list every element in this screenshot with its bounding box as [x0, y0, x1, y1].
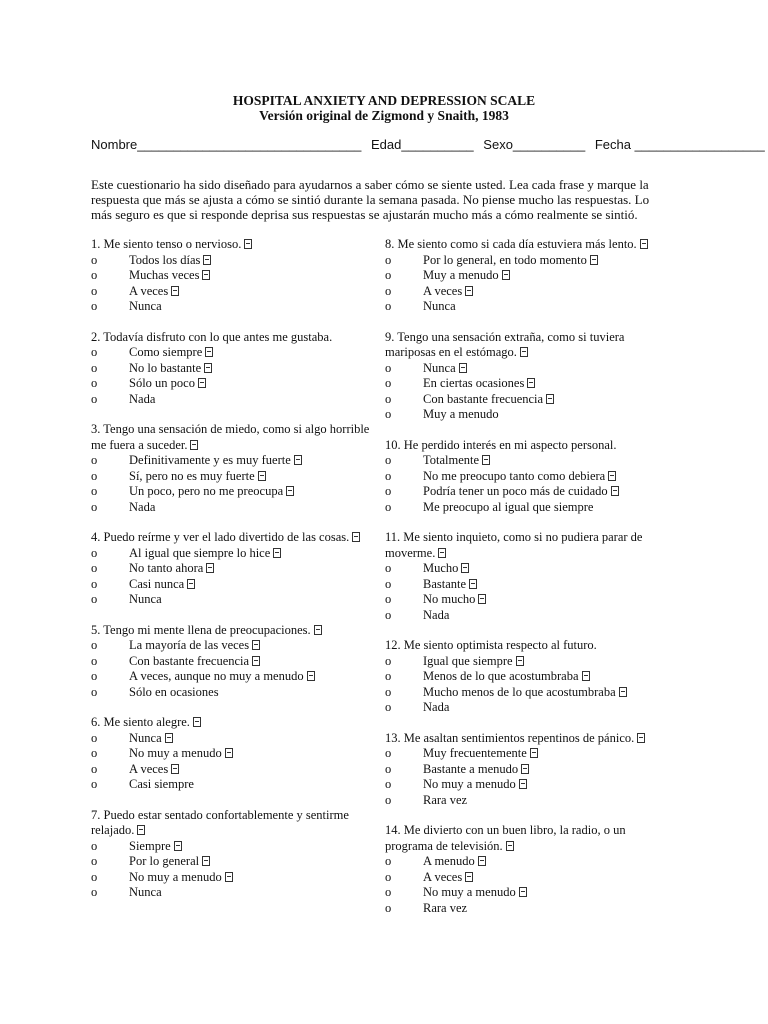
- answer-box-icon: [165, 733, 173, 743]
- option-label: Casi siempre: [129, 777, 194, 791]
- question-text: [91, 530, 381, 546]
- question: [385, 731, 670, 809]
- option-label: No muy a menudo: [423, 777, 516, 791]
- answer-box-icon: [171, 764, 179, 774]
- option-bullet: o: [91, 499, 98, 514]
- option-label: Me preocupo al igual que siempre: [423, 499, 594, 514]
- option-label: Menos de lo que acostumbraba: [423, 669, 579, 683]
- option-bullet: o: [385, 761, 392, 776]
- question: [91, 237, 381, 315]
- option-bullet: o: [91, 854, 98, 868]
- answer-box-icon: [252, 640, 260, 650]
- answer-option[interactable]: [91, 839, 381, 855]
- option-bullet: o: [91, 777, 98, 791]
- spacer: [91, 515, 381, 530]
- option-bullet: o: [385, 407, 392, 421]
- question-label: 7. Puedo estar sentado confortablemente y sentirme relajado.: [91, 807, 349, 837]
- option-bullet: o: [385, 252, 392, 267]
- question-text: [91, 422, 381, 453]
- answer-option[interactable]: [385, 685, 670, 701]
- option-bullet: o: [91, 345, 98, 359]
- question-label: 1. Me siento tenso o nervioso.: [91, 237, 242, 251]
- option-label: Totalmente: [423, 453, 480, 467]
- spacer: [91, 608, 381, 623]
- answer-option[interactable]: [385, 361, 670, 377]
- question: [91, 530, 381, 608]
- option-label: Nunca: [423, 360, 456, 375]
- answer-option[interactable]: [91, 561, 381, 577]
- answer-box-icon: [478, 856, 486, 866]
- option-label: Todos los días: [129, 252, 201, 267]
- option-bullet: o: [91, 576, 98, 591]
- option-label: Por lo general: [129, 854, 200, 868]
- question-label: 6. Me siento alegre.: [91, 715, 190, 729]
- question: [385, 330, 670, 423]
- answer-box-icon: [187, 579, 195, 589]
- option-label: Nada: [129, 499, 156, 514]
- answer-option[interactable]: [91, 592, 381, 608]
- option-bullet: o: [91, 391, 98, 406]
- option-label: Nada: [423, 607, 450, 622]
- answer-option[interactable]: [385, 484, 670, 500]
- option-bullet: o: [385, 792, 392, 807]
- option-bullet: o: [91, 684, 98, 699]
- answer-box-icon: [465, 286, 473, 296]
- option-label: No lo bastante: [129, 360, 202, 375]
- option-bullet: o: [385, 576, 392, 591]
- answer-option[interactable]: [385, 854, 670, 870]
- answer-box-icon: [582, 671, 590, 681]
- answer-option[interactable]: [385, 654, 670, 670]
- question-text: [385, 438, 670, 454]
- answer-box-icon: [190, 440, 198, 450]
- answer-box-icon: [203, 255, 211, 265]
- spacer: [385, 315, 670, 330]
- fecha-field[interactable]: Fecha __________________: [594, 137, 765, 152]
- option-label: En ciertas ocasiones: [423, 376, 525, 390]
- spacer: [385, 808, 670, 823]
- answer-option[interactable]: [385, 392, 670, 408]
- answer-option[interactable]: [91, 453, 381, 469]
- answer-option[interactable]: [91, 731, 381, 747]
- spacer: [91, 793, 381, 808]
- question-label: 3. Tengo una sensación de miedo, como si algo horrible me fuera a suceder.: [91, 422, 370, 452]
- option-bullet: o: [385, 453, 392, 467]
- question-label: 14. Me divierto con un buen libro, la radio, o un programa de televisión.: [385, 823, 626, 853]
- question-text: [385, 731, 670, 747]
- question-text: [91, 237, 381, 253]
- answer-box-icon: [478, 594, 486, 604]
- option-bullet: o: [385, 592, 392, 606]
- answer-option[interactable]: [91, 299, 381, 315]
- answer-option[interactable]: [385, 376, 670, 392]
- question-text: [91, 808, 381, 839]
- option-bullet: o: [91, 592, 98, 606]
- answer-box-icon: [506, 841, 514, 851]
- option-label: Al igual que siempre lo hice: [129, 545, 271, 560]
- option-label: La mayoría de las veces: [129, 638, 250, 652]
- question-label: 13. Me asaltan sentimientos repentinos de pánico.: [385, 730, 635, 745]
- answer-box-icon: [174, 841, 182, 851]
- answer-option[interactable]: [91, 762, 381, 778]
- answer-box-icon: [608, 471, 616, 481]
- answer-box-icon: [198, 378, 206, 388]
- question: [385, 638, 670, 716]
- answer-option[interactable]: [385, 268, 670, 284]
- option-bullet: o: [385, 607, 392, 622]
- question: [385, 237, 670, 315]
- option-label: Sí, pero no es muy fuerte: [129, 468, 255, 483]
- answer-option[interactable]: [385, 469, 670, 485]
- option-bullet: o: [385, 484, 392, 498]
- answer-option[interactable]: [385, 746, 670, 762]
- sexo-field[interactable]: Sexo__________: [483, 137, 586, 152]
- option-bullet: o: [385, 376, 392, 390]
- answer-box-icon: [546, 394, 554, 404]
- answer-option[interactable]: [385, 284, 670, 300]
- option-bullet: o: [91, 268, 98, 282]
- option-label: Sólo un poco: [129, 376, 195, 390]
- answer-option[interactable]: [91, 746, 381, 762]
- option-bullet: o: [91, 283, 98, 298]
- spacer: [385, 423, 670, 438]
- question-text: [91, 715, 381, 731]
- spacer: [91, 407, 381, 422]
- answer-option[interactable]: [91, 777, 381, 793]
- option-label: Mucho menos de lo que acostumbraba: [423, 684, 616, 699]
- question-text: [385, 530, 670, 561]
- answer-box-icon: [137, 825, 145, 835]
- answer-option[interactable]: [385, 407, 670, 423]
- option-bullet: o: [91, 453, 98, 467]
- answer-box-icon: [294, 455, 302, 465]
- option-label: Muchas veces: [129, 268, 200, 282]
- answer-box-icon: [202, 270, 210, 280]
- question-label: 4. Puedo reírme y ver el lado divertido de las cosas.: [91, 530, 350, 544]
- option-label: No muy a menudo: [129, 869, 222, 884]
- option-bullet: o: [91, 761, 98, 776]
- answer-option[interactable]: [91, 345, 381, 361]
- option-bullet: o: [91, 730, 98, 745]
- option-bullet: o: [91, 484, 98, 498]
- option-label: Nunca: [129, 592, 162, 606]
- answer-option[interactable]: [385, 700, 670, 716]
- answer-option[interactable]: [385, 253, 670, 269]
- question: [385, 530, 670, 623]
- answer-option[interactable]: [91, 885, 381, 901]
- spacer: [385, 515, 670, 530]
- question-text: [91, 330, 381, 346]
- question-text: [91, 623, 381, 639]
- answer-option[interactable]: [385, 793, 670, 809]
- answer-option[interactable]: [91, 376, 381, 392]
- question: [91, 422, 381, 515]
- answer-option[interactable]: [91, 392, 381, 408]
- question-label: 8. Me siento como si cada día estuviera más lento.: [385, 237, 637, 251]
- question-label: 2. Todavía disfruto con lo que antes me gustaba.: [91, 329, 333, 344]
- option-bullet: o: [91, 376, 98, 390]
- answer-box-icon: [205, 347, 213, 357]
- option-label: Nada: [423, 700, 450, 714]
- option-bullet: o: [91, 838, 98, 853]
- question: [91, 330, 381, 408]
- option-label: Igual que siempre: [423, 653, 513, 668]
- option-label: Como siempre: [129, 345, 203, 359]
- option-label: Rara vez: [423, 792, 468, 807]
- option-label: Muy a menudo: [423, 268, 499, 282]
- option-bullet: o: [385, 468, 392, 483]
- answer-option[interactable]: [91, 268, 381, 284]
- answer-option[interactable]: [385, 901, 670, 917]
- option-label: A veces: [423, 869, 463, 884]
- answer-box-icon: [465, 872, 473, 882]
- answer-option[interactable]: [385, 561, 670, 577]
- answer-box-icon: [225, 748, 233, 758]
- spacer: [91, 315, 381, 330]
- answer-option[interactable]: [385, 592, 670, 608]
- question-text: [385, 237, 670, 253]
- answer-box-icon: [527, 378, 535, 388]
- answer-option[interactable]: [91, 638, 381, 654]
- option-label: Con bastante frecuencia: [129, 653, 250, 668]
- option-label: A menudo: [423, 854, 475, 868]
- question: [91, 623, 381, 701]
- answer-box-icon: [640, 239, 648, 249]
- answer-box-icon: [459, 363, 467, 373]
- option-label: A veces: [129, 283, 169, 298]
- option-bullet: o: [385, 499, 392, 514]
- answer-box-icon: [244, 239, 252, 249]
- answer-option[interactable]: [385, 453, 670, 469]
- answer-option[interactable]: [385, 299, 670, 315]
- answer-box-icon: [530, 748, 538, 758]
- option-bullet: o: [91, 252, 98, 267]
- answer-option[interactable]: [385, 608, 670, 624]
- answer-option[interactable]: [91, 484, 381, 500]
- spacer: [385, 623, 670, 638]
- answer-option[interactable]: [91, 685, 381, 701]
- option-label: No muy a menudo: [423, 885, 516, 899]
- option-bullet: o: [91, 561, 98, 575]
- answer-option[interactable]: [91, 500, 381, 516]
- question-text: [385, 823, 670, 854]
- answer-option[interactable]: [385, 669, 670, 685]
- option-label: Rara vez: [423, 900, 468, 915]
- option-label: No me preocupo tanto como debiera: [423, 468, 606, 483]
- option-label: A veces: [423, 283, 463, 298]
- option-label: Podría tener un poco más de cuidado: [423, 484, 608, 498]
- answer-option[interactable]: [91, 669, 381, 685]
- option-bullet: o: [385, 869, 392, 884]
- answer-box-icon: [307, 671, 315, 681]
- option-label: Siempre: [129, 838, 171, 853]
- answer-box-icon: [225, 872, 233, 882]
- option-label: No muy a menudo: [129, 746, 222, 760]
- answer-box-icon: [273, 548, 281, 558]
- answer-box-icon: [482, 455, 490, 465]
- option-bullet: o: [385, 299, 392, 313]
- question-label: 12. Me siento optimista respecto al futuro.: [385, 638, 597, 652]
- option-label: Muy a menudo: [423, 407, 499, 421]
- answer-box-icon: [611, 486, 619, 496]
- answer-option[interactable]: [91, 546, 381, 562]
- option-bullet: o: [385, 684, 392, 699]
- answer-option[interactable]: [385, 500, 670, 516]
- option-label: Bastante: [423, 576, 467, 591]
- answer-box-icon: [516, 656, 524, 666]
- question-label: 9. Tengo una sensación extraña, como si tuviera mariposas en el estómago.: [385, 329, 625, 359]
- option-bullet: o: [385, 561, 392, 575]
- question-label: 5. Tengo mi mente llena de preocupaciones.: [91, 622, 311, 637]
- option-bullet: o: [91, 885, 98, 899]
- option-label: Nada: [129, 391, 156, 406]
- answer-box-icon: [619, 687, 627, 697]
- option-label: Mucho: [423, 561, 459, 575]
- option-bullet: o: [91, 746, 98, 760]
- answer-box-icon: [193, 717, 201, 727]
- option-bullet: o: [385, 268, 392, 282]
- question: [385, 823, 670, 916]
- edad-field[interactable]: Edad__________: [371, 137, 474, 152]
- answer-box-icon: [314, 625, 322, 635]
- answer-option[interactable]: [91, 854, 381, 870]
- answer-option[interactable]: [385, 885, 670, 901]
- answer-box-icon: [519, 779, 527, 789]
- option-label: Muy frecuentemente: [423, 746, 527, 760]
- option-label: Casi nunca: [129, 576, 185, 591]
- option-bullet: o: [91, 869, 98, 884]
- option-bullet: o: [91, 638, 98, 652]
- answer-option[interactable]: [385, 577, 670, 593]
- option-bullet: o: [385, 885, 392, 899]
- answer-box-icon: [171, 286, 179, 296]
- option-bullet: o: [91, 545, 98, 560]
- option-bullet: o: [385, 653, 392, 668]
- option-bullet: o: [385, 900, 392, 915]
- answer-box-icon: [258, 471, 266, 481]
- nombre-field[interactable]: Nombre_______________________________: [91, 137, 362, 152]
- option-bullet: o: [385, 777, 392, 791]
- option-label: No mucho: [423, 592, 476, 606]
- questions-column-right: [385, 237, 670, 916]
- answer-box-icon: [286, 486, 294, 496]
- option-label: Un poco, pero no me preocupa: [129, 484, 284, 498]
- answer-option[interactable]: [91, 577, 381, 593]
- option-bullet: o: [385, 669, 392, 683]
- question-label: 10. He perdido interés en mi aspecto personal.: [385, 437, 617, 452]
- answer-box-icon: [637, 733, 645, 743]
- answer-box-icon: [521, 764, 529, 774]
- option-label: Definitivamente y es muy fuerte: [129, 453, 291, 467]
- option-label: A veces, aunque no muy a menudo: [129, 669, 304, 683]
- option-label: Nunca: [129, 730, 162, 745]
- respondent-fields: [91, 137, 765, 152]
- answer-option[interactable]: [385, 870, 670, 886]
- question-text: [385, 638, 670, 654]
- option-label: A veces: [129, 761, 169, 776]
- answer-box-icon: [461, 563, 469, 573]
- answer-box-icon: [352, 532, 360, 542]
- answer-box-icon: [206, 563, 214, 573]
- question: [91, 715, 381, 793]
- answer-box-icon: [520, 347, 528, 357]
- spacer: [385, 716, 670, 731]
- option-label: Nunca: [423, 299, 456, 313]
- option-label: Nunca: [129, 885, 162, 899]
- instructions: Este cuestionario ha sido diseñado para ayudarnos a saber cómo se siente usted. Lea cada frase y marque la respuesta que más se ajusta a cómo se sintió durante la semana pasada. No piense mucho las respuestas. Lo más seguro es que si responde deprisa sus respuestas se ajustarán mucho más a cómo realmente se sintió.: [91, 177, 650, 222]
- answer-box-icon: [590, 255, 598, 265]
- question-label: 11. Me siento inquieto, como si no pudiera parar de moverme.: [385, 530, 643, 560]
- option-label: Nunca: [129, 299, 162, 313]
- option-bullet: o: [385, 746, 392, 760]
- option-bullet: o: [91, 299, 98, 313]
- questions-column-left: [91, 237, 381, 901]
- option-bullet: o: [385, 700, 392, 714]
- option-label: No tanto ahora: [129, 561, 204, 575]
- answer-box-icon: [502, 270, 510, 280]
- option-bullet: o: [91, 360, 98, 375]
- option-label: Sólo en ocasiones: [129, 684, 219, 699]
- question: [385, 438, 670, 516]
- option-label: Por lo general, en todo momento: [423, 252, 587, 267]
- option-bullet: o: [385, 360, 392, 375]
- answer-option[interactable]: [91, 870, 381, 886]
- answer-option[interactable]: [91, 253, 381, 269]
- spacer: [91, 700, 381, 715]
- answer-option[interactable]: [91, 361, 381, 377]
- answer-box-icon: [519, 887, 527, 897]
- question-text: [385, 330, 670, 361]
- option-bullet: o: [91, 653, 98, 668]
- form-subtitle: Versión original de Zigmond y Snaith, 1983: [259, 108, 509, 123]
- option-label: Con bastante frecuencia: [423, 391, 544, 406]
- answer-option[interactable]: [91, 654, 381, 670]
- answer-box-icon: [469, 579, 477, 589]
- answer-box-icon: [252, 656, 260, 666]
- option-bullet: o: [385, 391, 392, 406]
- answer-option[interactable]: [385, 777, 670, 793]
- option-bullet: o: [385, 854, 392, 868]
- answer-option[interactable]: [91, 284, 381, 300]
- answer-option[interactable]: [385, 762, 670, 778]
- option-bullet: o: [385, 283, 392, 298]
- answer-box-icon: [438, 548, 446, 558]
- form-title: HOSPITAL ANXIETY AND DEPRESSION SCALE: [232, 93, 536, 108]
- option-bullet: o: [91, 669, 98, 683]
- answer-option[interactable]: [91, 469, 381, 485]
- question: [91, 808, 381, 901]
- option-label: Bastante a menudo: [423, 761, 519, 776]
- option-bullet: o: [91, 468, 98, 483]
- answer-box-icon: [204, 363, 212, 373]
- answer-box-icon: [202, 856, 210, 866]
